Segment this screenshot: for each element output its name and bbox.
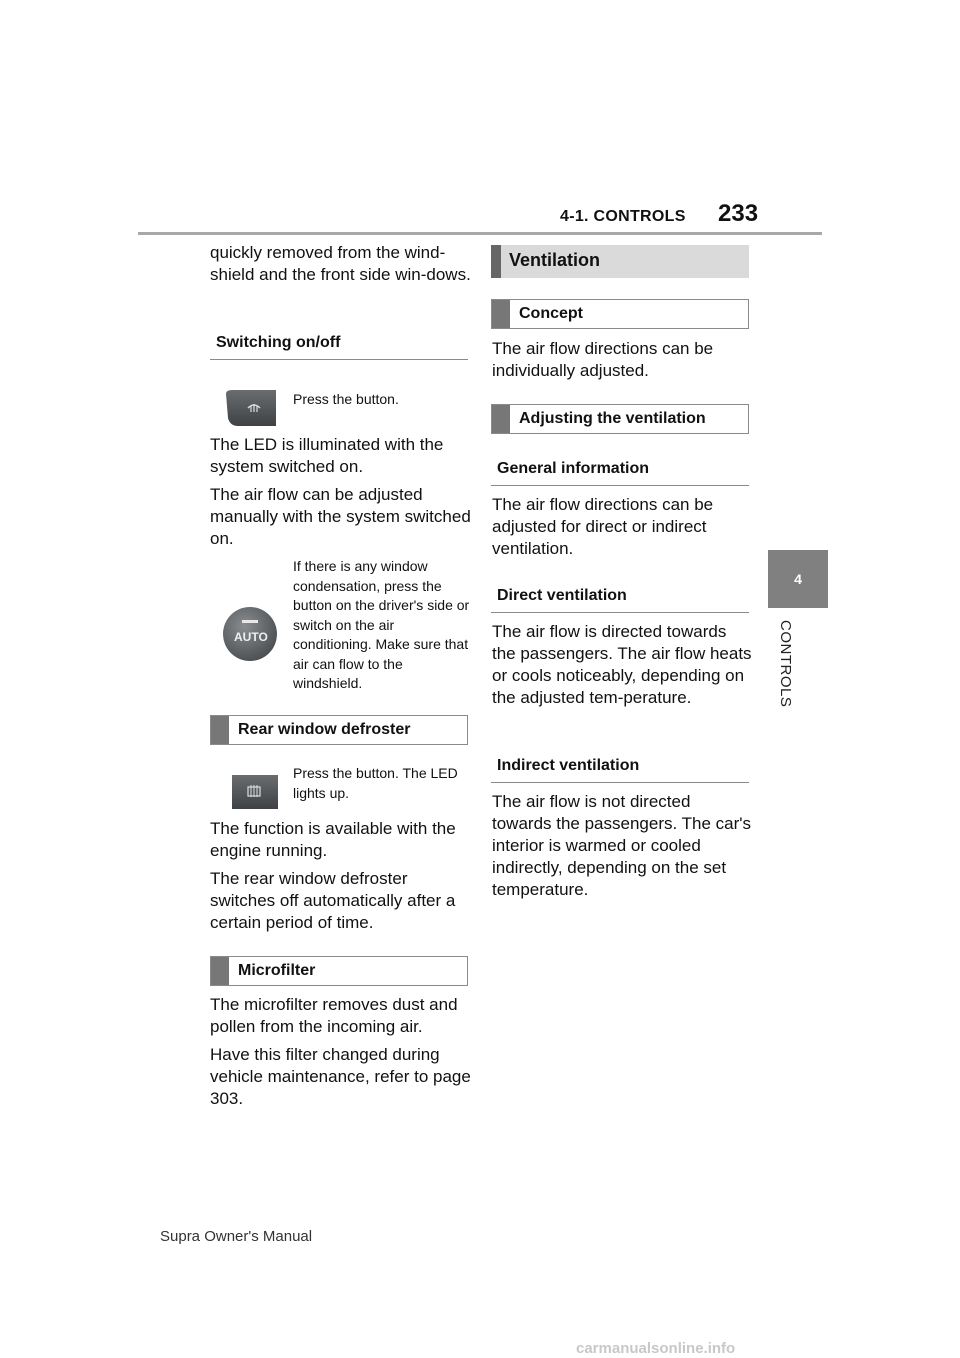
chapter-number: 4 [794,571,802,587]
adjusting-heading-text: Adjusting the ventilation [519,410,706,427]
direct-ventilation-text: The air flow is directed towards the passengers. The air flow heats or cools noticeably, depending on the adjusted tem-perature. [492,622,752,707]
footer-title: Supra Owner's Manual [160,1228,313,1245]
watermark: carmanualsonline.info [576,1340,736,1357]
ventilation-heading-text: Ventilation [509,250,601,270]
auto-button-label: AUTO [234,630,268,644]
direct-ventilation-heading-text: Direct ventilation [497,587,627,604]
page-number: 233 [718,200,759,227]
switching-heading [210,330,468,360]
intro-text: quickly removed from the wind-shield and the front side win-dows. [210,243,471,284]
microfilter-text: The microfilter removes dust and pollen from the incoming air. [210,995,458,1036]
microfilter-heading-text: Microfilter [238,962,316,979]
microfilter-change-text: Have this filter changed during vehicle maintenance, refer to page 303. [210,1045,471,1108]
microfilter-heading [210,956,468,986]
indirect-ventilation-heading-text: Indirect ventilation [497,757,640,774]
engine-running-text: The function is available with the engine running. [210,819,456,860]
windshield-defrost-button-image [224,388,276,428]
led-text: The LED is illuminated with the system switched on. [210,435,444,476]
concept-text: The air flow directions can be individually adjusted. [492,339,714,380]
chapter-tab [768,550,828,608]
adjusting-heading [491,404,749,434]
auto-button-image [222,606,278,662]
direct-ventilation-heading [491,583,749,613]
rear-defroster-heading-text: Rear window defroster [238,721,411,738]
indirect-ventilation-text: The air flow is not directed towards the passengers. The car's interior is warmed or cooled indirectly, depending on the set temperature. [492,792,752,899]
header-rule [138,232,822,235]
airflow-manual-text: The air flow can be adjusted manually with the system switched on. [210,485,471,548]
rear-defrost-button-image [230,773,278,811]
rear-auto-off-text: The rear window defroster switches off automatically after a certain period of time. [210,869,456,932]
section-title: 4-1. CONTROLS [560,208,686,225]
chapter-label: CONTROLS [777,620,794,708]
switching-heading-text: Switching on/off [216,334,341,351]
rear-press-text: Press the button. The LED lights up. [293,765,458,801]
rear-defroster-heading [210,715,468,745]
general-info-text: The air flow directions can be adjusted for direct or indirect ventilation. [492,495,714,558]
press-button-text: Press the button. [293,391,399,407]
condensation-text: If there is any window condensation, press the button on the driver's side or switch on the air conditioning. Make sure that air can flow to the windshield. [293,558,470,691]
indirect-ventilation-heading [491,753,749,783]
concept-heading-text: Concept [519,305,583,322]
rear-defrost-icon [230,773,278,811]
ventilation-heading [491,245,749,278]
concept-heading [491,299,749,329]
general-info-heading-text: General information [497,460,650,477]
windshield-defrost-icon [224,388,276,428]
general-info-heading [491,456,749,486]
